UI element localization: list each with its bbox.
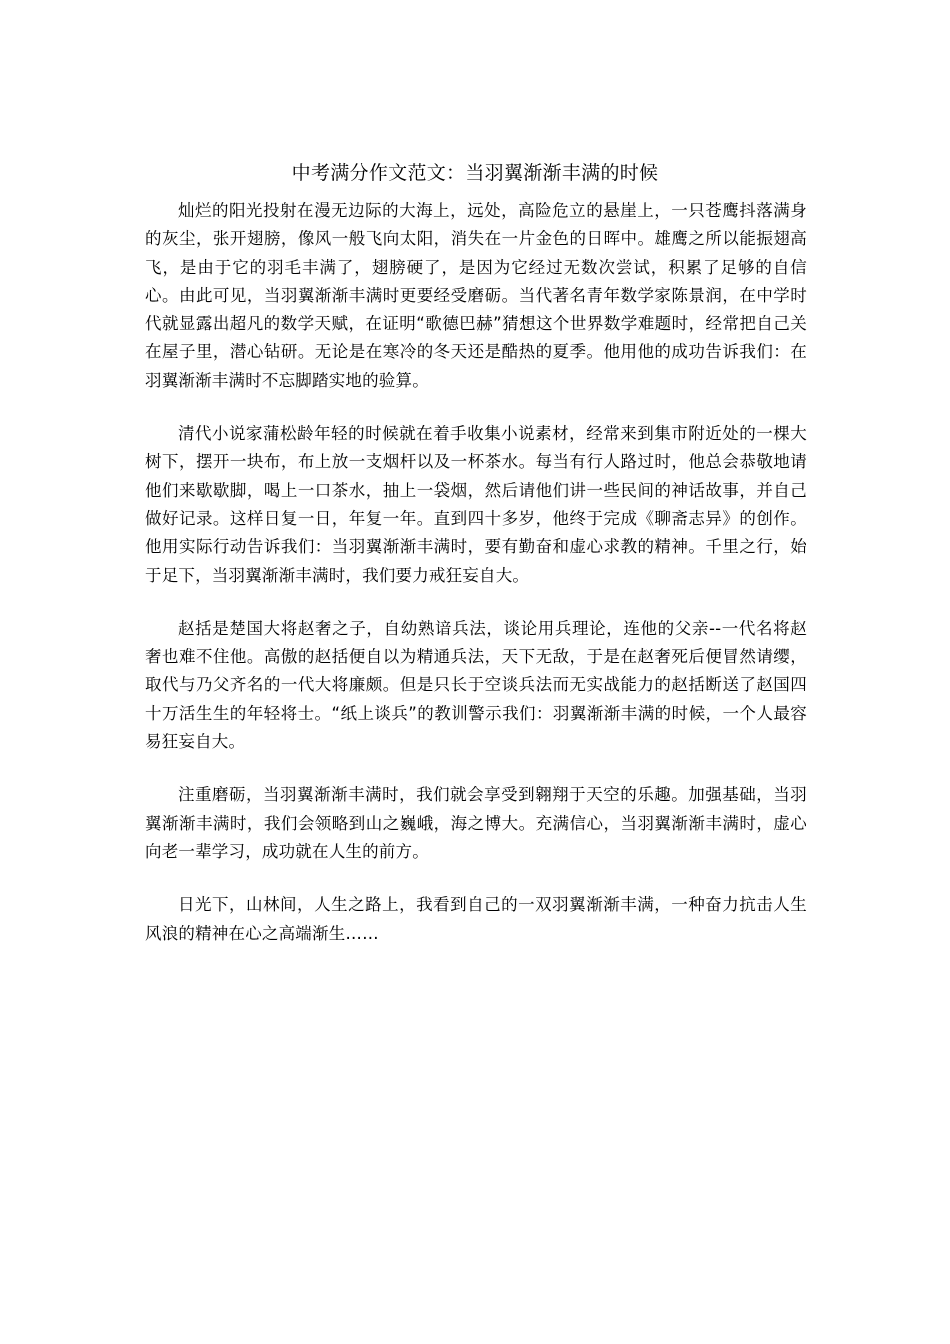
paragraph-3: 赵括是楚国大将赵奢之子，自幼熟谙兵法，谈论用兵理论，连他的父亲--一代名将赵奢也难不住他。高傲的赵括便自以为精通兵法，天下无敌，于是在赵奢死后便冒然请缨，取代与乃父齐名的一代大将廉颇。但是只长于空谈兵法而无实战能力的赵括断送了赵国四十万活生生的年轻将士。“纸上谈兵”的教训警示我们：羽翼渐渐丰满的时候，一个人最容易狂妄自大。 (145, 618, 807, 752)
paragraph-5: 日光下，山林间，人生之路上，我看到自己的一双羽翼渐渐丰满，一种奋力抗击人生风浪的精神在心之高端渐生…… (145, 895, 807, 943)
page-title: 中考满分作文范文：当羽翼渐渐丰满的时候 (291, 162, 659, 184)
paragraph-4: 注重磨砺，当羽翼渐渐丰满时，我们就会享受到翱翔于天空的乐趣。加强基础，当羽翼渐渐丰满时，我们会领略到山之巍峨，海之博大。充满信心，当羽翼渐渐丰满时，虚心向老一辈学习，成功就在人生的前方。 (145, 785, 807, 861)
paragraph-2: 清代小说家蒲松龄年轻的时候就在着手收集小说素材，经常来到集市附近处的一棵大树下，摆开一块布，布上放一支烟杆以及一杯茶水。每当有行人路过时，他总会恭敬地请他们来歇歇脚，喝上一口茶水，抽上一袋烟，然后请他们讲一些民间的神话故事，并自己做好记录。这样日复一日，年复一年。直到四十多岁，他终于完成《聊斋志异》的创作。他用实际行动告诉我们：当羽翼渐渐丰满时，要有勤奋和虚心求教的精神。千里之行，始于足下，当羽翼渐渐丰满时，我们要力戒狂妄自大。 (145, 424, 807, 585)
paragraph-1: 灿烂的阳光投射在漫无边际的大海上，远处，高险危立的悬崖上，一只苍鹰抖落满身的灰尘，张开翅膀，像风一般飞向太阳，消失在一片金色的日晖中。雄鹰之所以能振翅高飞，是由于它的羽毛丰满了，翅膀硬了，是因为它经过无数次尝试，积累了足够的自信心。由此可见，当羽翼渐渐丰满时更要经受磨砺。当代著名青年数学家陈景润，在中学时代就显露出超凡的数学天赋，在证明“歌德巴赫”猜想这个世界数学难题时，经常把自己关在屋子里，潜心钻研。无论是在寒冷的冬天还是酷热的夏季。他用他的成功告诉我们：在羽翼渐渐丰满时不忘脚踏实地的验算。 (145, 201, 807, 390)
document-body (145, 197, 807, 973)
